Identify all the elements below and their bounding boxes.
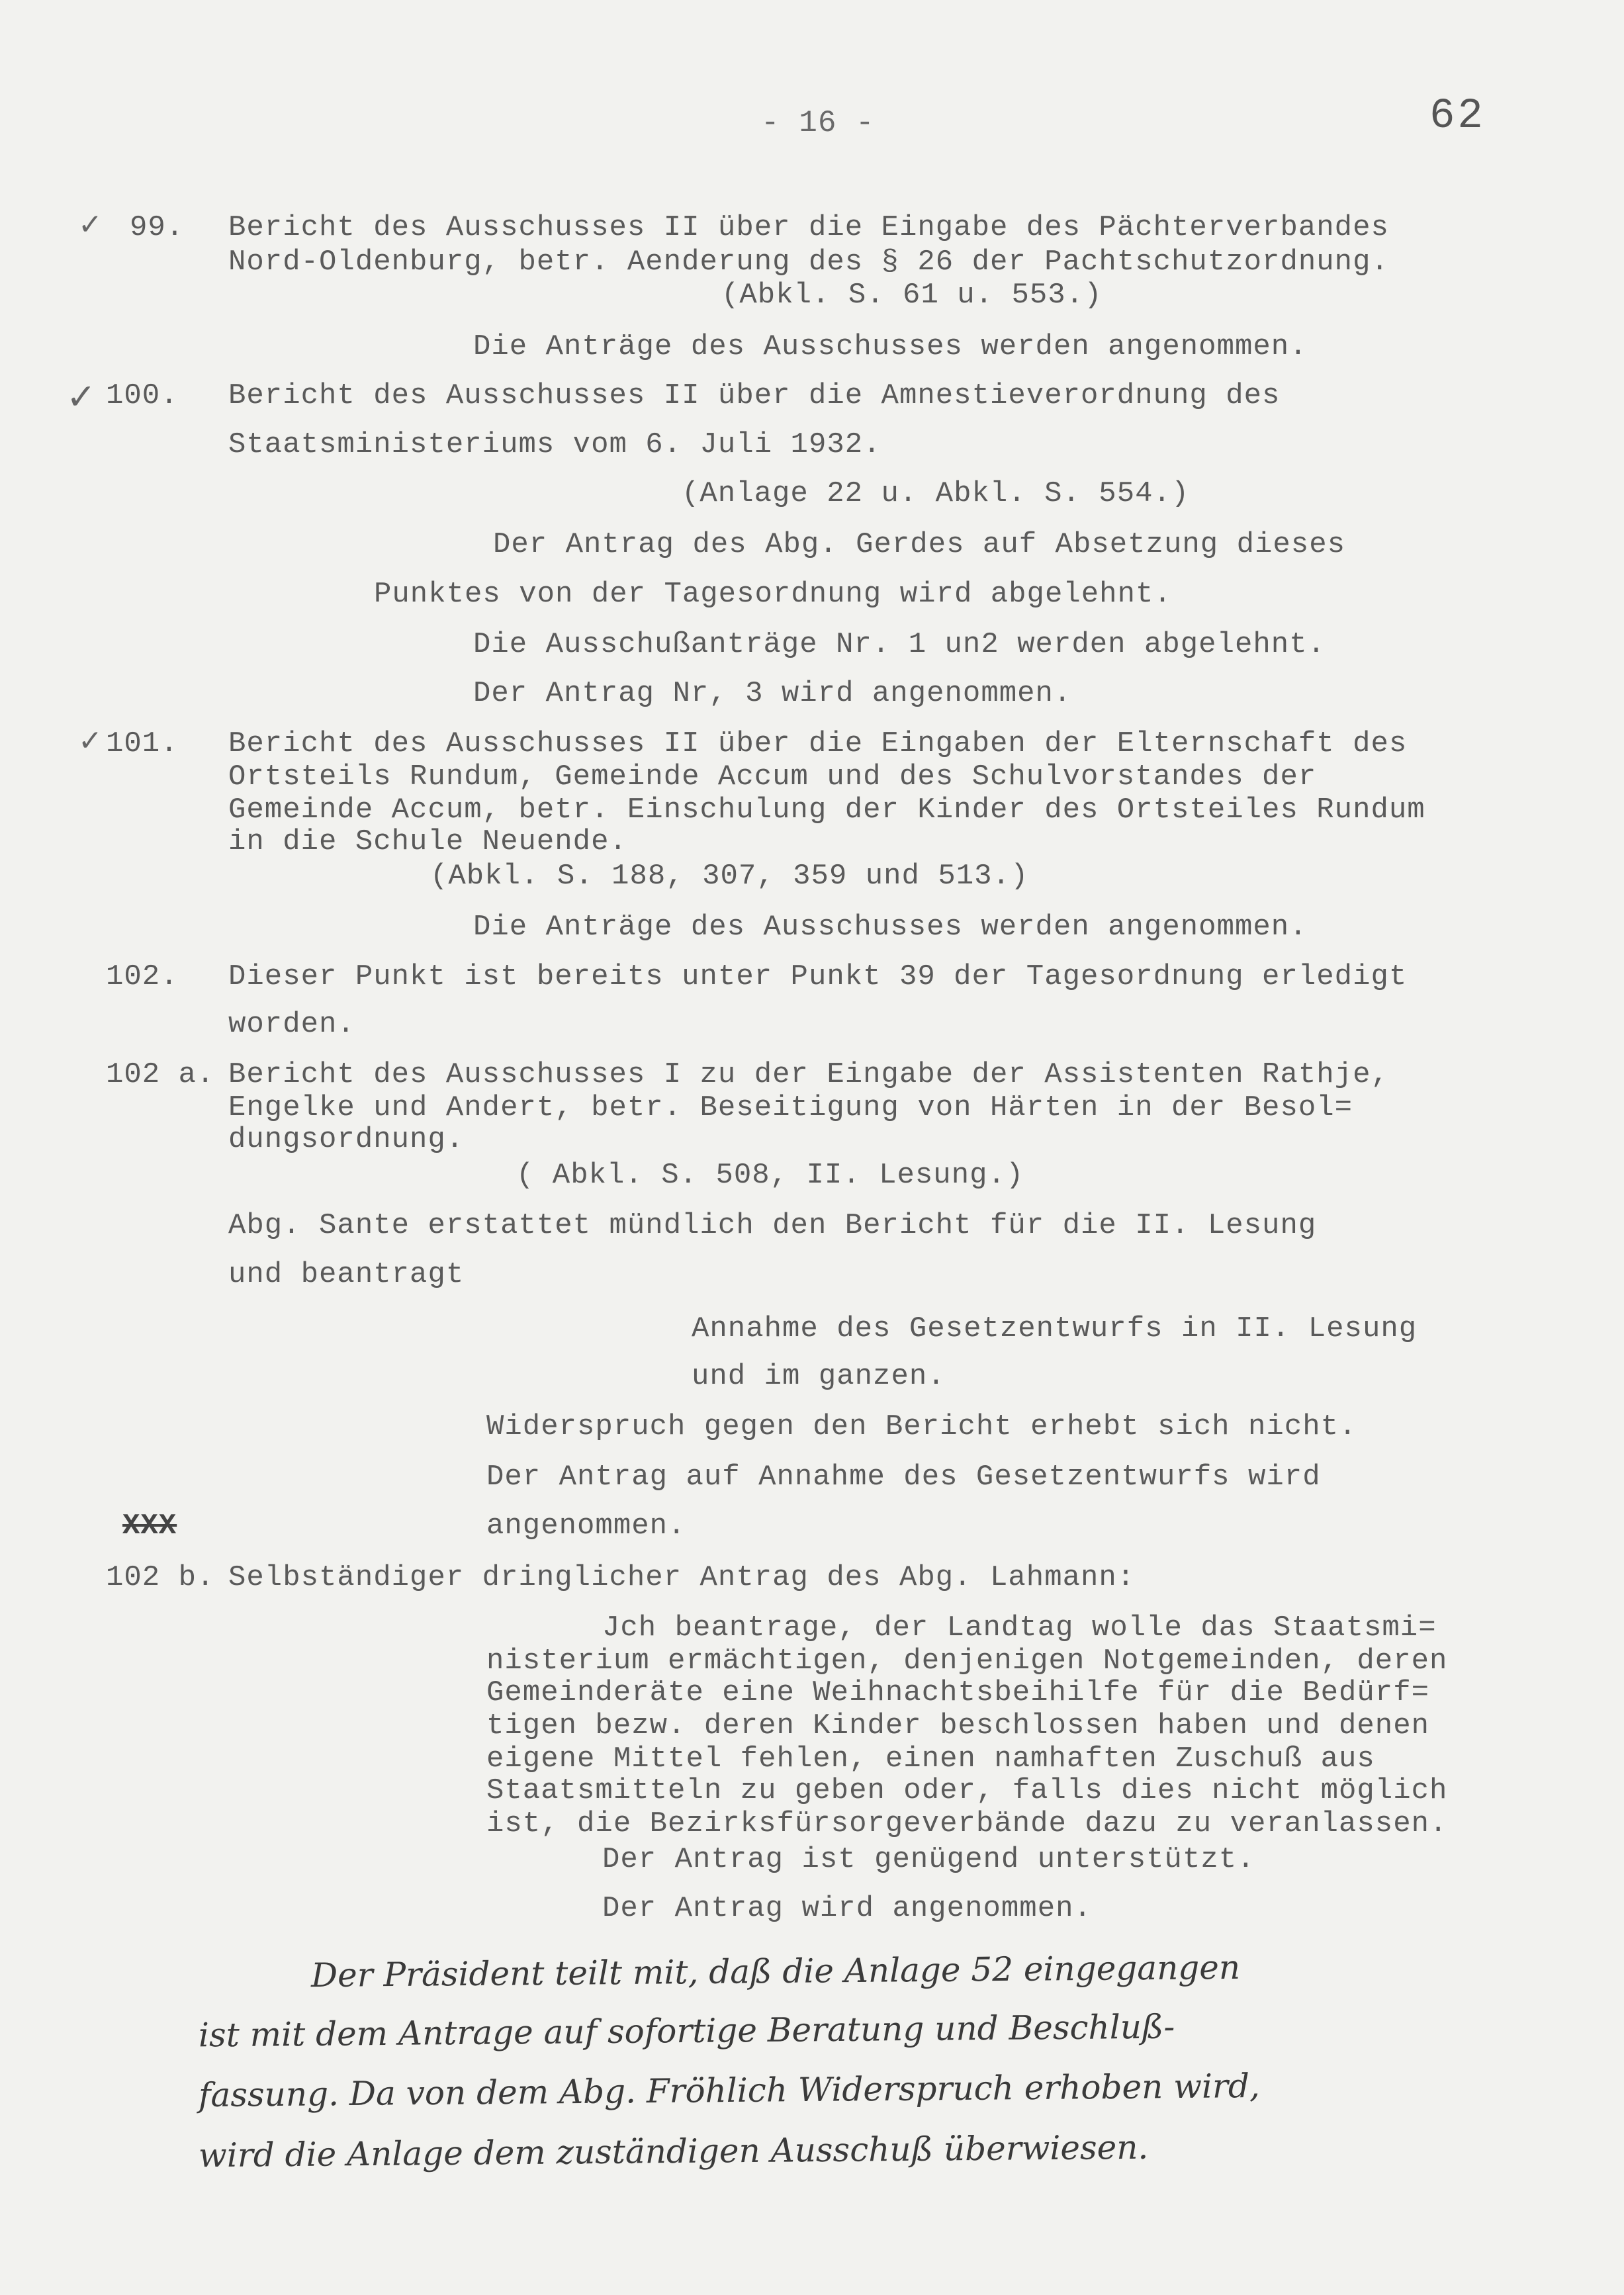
check-mark-icon: ✓ bbox=[78, 724, 103, 758]
item-102a-motion-2: und im ganzen. bbox=[692, 1360, 946, 1393]
item-number-102a: 102 a. bbox=[106, 1058, 215, 1091]
item-102a-motion-1: Annahme des Gesetzentwurfs in II. Lesung bbox=[692, 1312, 1418, 1345]
motion-text-line-5: eigene Mittel fehlen, einen namhaften Zuschuß aus bbox=[486, 1742, 1375, 1776]
item-101-line-3: Gemeinde Accum, betr. Einschulung der Kinder des Ortsteiles Rundum bbox=[228, 793, 1425, 827]
item-100-line-1: Bericht des Ausschusses II über die Amnestieverordnung des bbox=[228, 379, 1281, 412]
item-100-result-3: Die Ausschußanträge Nr. 1 un2 werden abgelehnt. bbox=[473, 628, 1326, 661]
motion-text-line-2: nisterium ermächtigen, denjenigen Notgemeinden, deren bbox=[486, 1644, 1448, 1678]
motion-text-line-7: ist, die Bezirksfürsorgeverbände dazu zu veranlassen. bbox=[486, 1807, 1448, 1840]
item-100-result-2: Punktes von der Tagesordnung wird abgelehnt. bbox=[374, 578, 1172, 611]
motion-text-line-1: Jch beantrage, der Landtag wolle das Staatsmi= bbox=[602, 1611, 1437, 1644]
handwritten-note-line-2: ist mit dem Antrage auf sofortige Beratung und Beschluß- bbox=[198, 2007, 1175, 2055]
check-mark-icon: ✓ bbox=[78, 208, 103, 242]
item-101-line-1: Bericht des Ausschusses II über die Eingaben der Elternschaft des bbox=[228, 727, 1408, 760]
item-102a-reference: ( Abkl. S. 508, II. Lesung.) bbox=[516, 1159, 1024, 1192]
item-number-99: 99. bbox=[130, 211, 185, 244]
item-100-line-2: Staatsministeriums vom 6. Juli 1932. bbox=[228, 428, 881, 461]
item-101-result: Die Anträge des Ausschusses werden angenommen. bbox=[473, 911, 1308, 944]
check-mark-icon: ✓ bbox=[66, 376, 97, 418]
item-102b-line-1: Selbständiger dringlicher Antrag des Abg. Lahmann: bbox=[228, 1561, 1136, 1594]
motion-text-line-6: Staatsmitteln zu geben oder, falls dies nicht möglich bbox=[486, 1774, 1448, 1807]
item-99-reference: (Abkl. S. 61 u. 553.) bbox=[721, 279, 1103, 312]
item-100-result-4: Der Antrag Nr, 3 wird angenommen. bbox=[473, 677, 1072, 710]
item-102a-result-2: Der Antrag auf Annahme des Gesetzentwurfs wird bbox=[486, 1461, 1321, 1494]
handwritten-note-line-4: wird die Anlage dem zuständigen Ausschuß überwiesen. bbox=[198, 2128, 1149, 2175]
item-102-line-1: Dieser Punkt ist bereits unter Punkt 39 der Tagesordnung erledigt bbox=[228, 960, 1408, 993]
item-number-100: 100. bbox=[106, 379, 179, 412]
item-102a-line-3: dungsordnung. bbox=[228, 1123, 465, 1156]
item-number-102b: 102 b. bbox=[106, 1561, 215, 1594]
item-99-line-2: Nord-Oldenburg, betr. Aenderung des § 26 der Pachtschutzordnung. bbox=[228, 246, 1389, 279]
item-99-line-1: Bericht des Ausschusses II über die Eingabe des Pächterverbandes bbox=[228, 211, 1389, 244]
handwritten-note-line-3: fassung. Da von dem Abg. Fröhlich Widerspruch erhoben wird, bbox=[198, 2067, 1261, 2114]
item-102a-body-1: Abg. Sante erstattet mündlich den Bericht für die II. Lesung bbox=[228, 1209, 1317, 1242]
item-102a-result-3: angenommen. bbox=[486, 1509, 686, 1543]
handwritten-note-line-1: Der Präsident teilt mit, daß die Anlage 52 eingegangen bbox=[310, 1948, 1241, 1995]
item-102a-body-2: und beantragt bbox=[228, 1258, 465, 1291]
item-100-result-1: Der Antrag des Abg. Gerdes auf Absetzung dieses bbox=[493, 528, 1346, 561]
item-101-line-4: in die Schule Neuende. bbox=[228, 825, 627, 858]
item-101-reference: (Abkl. S. 188, 307, 359 und 513.) bbox=[430, 860, 1029, 893]
item-102b-result-1: Der Antrag ist genügend unterstützt. bbox=[602, 1843, 1255, 1876]
item-100-reference: (Anlage 22 u. Abkl. S. 554.) bbox=[682, 477, 1190, 510]
folio-number: 62 bbox=[1429, 93, 1486, 140]
page-number: - 16 - bbox=[761, 106, 875, 140]
item-99-result: Die Anträge des Ausschusses werden angenommen. bbox=[473, 330, 1308, 363]
item-101-line-2: Ortsteils Rundum, Gemeinde Accum und des Schulvorstandes der bbox=[228, 760, 1317, 793]
struck-margin-mark: XXX bbox=[122, 1509, 177, 1543]
item-102a-line-2: Engelke und Andert, betr. Beseitigung von Härten in der Besol= bbox=[228, 1091, 1353, 1124]
item-number-102: 102. bbox=[106, 960, 179, 993]
item-102-line-2: worden. bbox=[228, 1008, 355, 1041]
item-number-101: 101. bbox=[106, 727, 179, 760]
motion-text-line-3: Gemeinderäte eine Weihnachtsbeihilfe für die Bedürf= bbox=[486, 1676, 1430, 1709]
motion-text-line-4: tigen bezw. deren Kinder beschlossen haben und denen bbox=[486, 1709, 1430, 1742]
item-102b-result-2: Der Antrag wird angenommen. bbox=[602, 1892, 1092, 1925]
item-102a-result-1: Widerspruch gegen den Bericht erhebt sich nicht. bbox=[486, 1410, 1357, 1443]
item-102a-line-1: Bericht des Ausschusses I zu der Eingabe der Assistenten Rathje, bbox=[228, 1058, 1389, 1091]
